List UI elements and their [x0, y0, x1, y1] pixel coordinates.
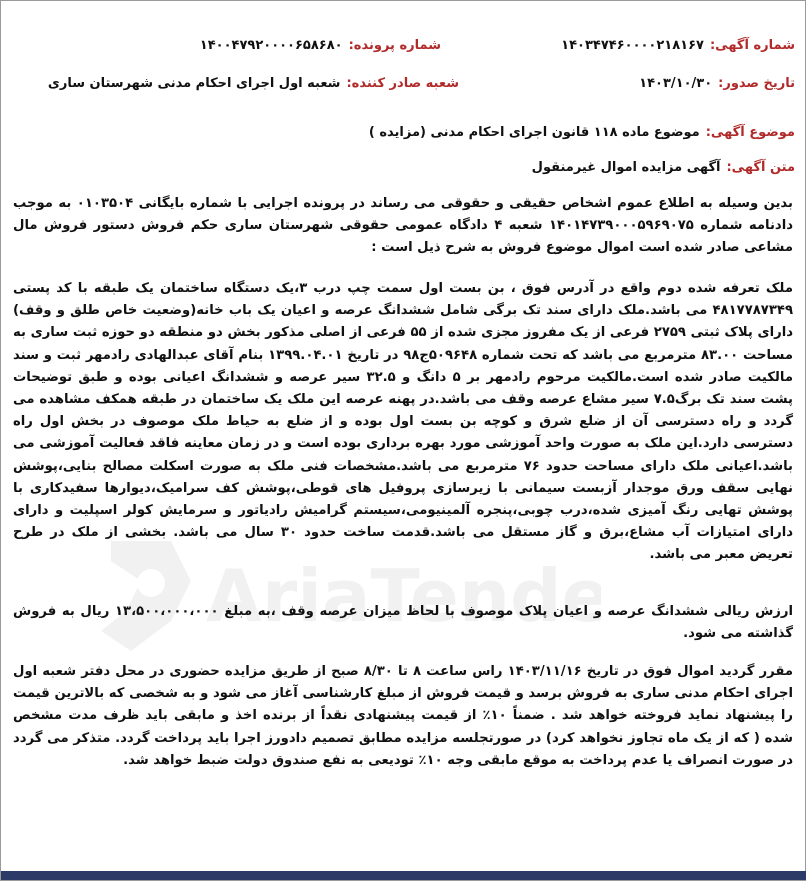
- ad-number-row: [561, 37, 795, 55]
- issuer-label: شعبه صادر کننده:: [346, 76, 459, 91]
- paragraph-value: [13, 601, 793, 645]
- issuer-row: [48, 75, 459, 93]
- paragraph-auction-text: مقرر گردید اموال فوق در تاریخ ۱۴۰۳/۱۱/۱۶ راس ساعت ۸ تا ۸/۳۰ صبح از طریق مزایده حضوری در محل دفتر شعبه اول اجرای احکام مدنی ساری به فروش برسد و قیمت فروش از مبلغ کارشناسی آغاز می شود و به شخصی که بالاترین قیمت را پیشنهاد نماید فروخته خواهد شد . ضمناً ۱۰٪ از قیمت پیشنهادی نقداً از برنده اخذ و مابقی باید ظرف مدت مشخص شده ( که از یک ماه تجاوز نخواهد کرد) در صورتجلسه مزایده مطابق تصمیم دادورز اجرا باید پرداخت گردد. متذکر می گردد در صورت انصراف یا عدم پرداخت به موقع مابقی وجه ۱۰٪ تودیعی به نفع صندوق دولت ضبط خواهد شد.: [13, 664, 793, 768]
- subject: موضوع ماده ۱۱۸ قانون اجرای احکام مدنی (مزایده ): [368, 125, 700, 140]
- paragraph-property: [13, 278, 793, 567]
- footer-bar: [1, 871, 806, 880]
- subject-label: موضوع آگهی:: [705, 125, 795, 140]
- paragraph-auction: [13, 661, 793, 772]
- paragraph-value-text: ارزش ریالی ششدانگ عرصه و اعیان پلاک موصوف با لحاظ میزان عرصه وقف ،به مبلغ ۱۳،۵۰۰،۰۰۰،۰۰۰ ریال به فروش گذاشته می شود.: [13, 604, 793, 642]
- paragraph-intro: [13, 193, 793, 260]
- issue-date-label: تاریخ صدور:: [718, 76, 795, 91]
- file-number: ۱۴۰۰۴۷۹۲۰۰۰۰۶۵۸۶۸۰: [199, 38, 343, 53]
- watermark-text: AriaTende: [206, 554, 601, 638]
- subject-row: [369, 124, 795, 142]
- ad-number-label: شماره آگهی:: [709, 38, 795, 53]
- file-number-row: [200, 37, 441, 55]
- text-title-row: [532, 159, 795, 177]
- text-title: آگهی مزایده اموال غیرمنقول: [531, 160, 721, 175]
- paragraph-intro-text: بدین وسیله به اطلاع عموم اشخاص حقیقی و حقوقی می رساند در پرونده اجرایی با شماره بایگانی ۰۱۰۳۵۰۴ به موجب دادنامه شماره ۱۴۰۱۴۷۳۹۰۰۰۵۹۶۹۰۷۵ شعبه ۴ دادگاه عمومی حقوقی شهرستان ساری حکم فروش دستور فروش مال مشاعی صادر شده است اموال موضوع فروش به شرح ذیل است :: [13, 196, 794, 256]
- paragraph-property-text: ملک تعرفه شده دوم واقع در آدرس فوق ، بن بست اول سمت چپ درب ۳،یک دستگاه ساختمان یک طبقه با کد پستی ۴۸۱۷۷۸۷۳۴۹ می باشد.ملک دارای سند تک برگی شامل ششدانگ عرصه و اعیان یک باب خانه(وضعیت خاص طلق و وقف) دارای پلاک ثبتی ۲۷۵۹ فرعی از یک مفروز مجزی شده از ۵۵ فرعی از اصلی مذکور بخش دو منطقه دو حوزه ثبت ساری به مساحت ۸۳.۰۰ مترمربع می باشد که تحت شماره ۵۰۹۶۴۸ج۹۸ در تاریخ ۱۳۹۹.۰۴.۰۱ بنام آقای عبدالهادی رادمهر ثبت و سند مالکیت صادر شده است.مالکیت مرحوم رادمهر بر ۵ دانگ و ۳۲.۵ سیر عرصه و ششدانگ اعیانی بوده و طبق توضیحات پشت سند تک برگ۷.۵ سیر مشاع عرصه وقف می باشد.در پهنه عرصه این ملک یک ساختمان در طبقه همکف مشاهده می گردد و راه دسترسی آن از ضلع شرق و کوچه بن بست اول بوده و از ضلع به حیاط ملک موصوف در بخش اول راه دسترسی دارد.این ملک به صورت واحد آموزشی مورد بهره برداری بوده است و در زمان معاینه فاقد فعالیت آموزشی می باشد.اعیانی ملک دارای مساحت حدود ۷۶ مترمربع می باشد.مشخصات فنی ملک به صورت اسکلت مصالح بنایی،پوشش نهایی سقف ورق موجدار آزبست سیمانی با زیرسازی پروفیل های قوطی،پوشش کف سرامیک،دیوارها سفیدکاری با پوشش تهایی رنگ آمیزی شده،درب چوبی،پنجره آلمینیومی،سیستم گرامیش رادیاتور و سرمایش کولر اسپلیت و دارای دارای امتیازات آب مشاع،برق و گاز مستقل می باشد.قدمت ساخت حدود ۳۰ سال می باشد. بخشی از ملک در طرح تعریض معبر می باشد.: [13, 281, 793, 563]
- ad-number: ۱۴۰۳۴۷۴۶۰۰۰۰۲۱۸۱۶۷: [561, 38, 704, 53]
- issue-date: ۱۴۰۳/۱۰/۳۰: [639, 76, 713, 91]
- text-label: متن آگهی:: [726, 160, 795, 175]
- issue-date-row: [639, 75, 795, 93]
- file-number-label: شماره پرونده:: [348, 38, 441, 53]
- issuer: شعبه اول اجرای احکام مدنی شهرستان ساری: [47, 76, 341, 91]
